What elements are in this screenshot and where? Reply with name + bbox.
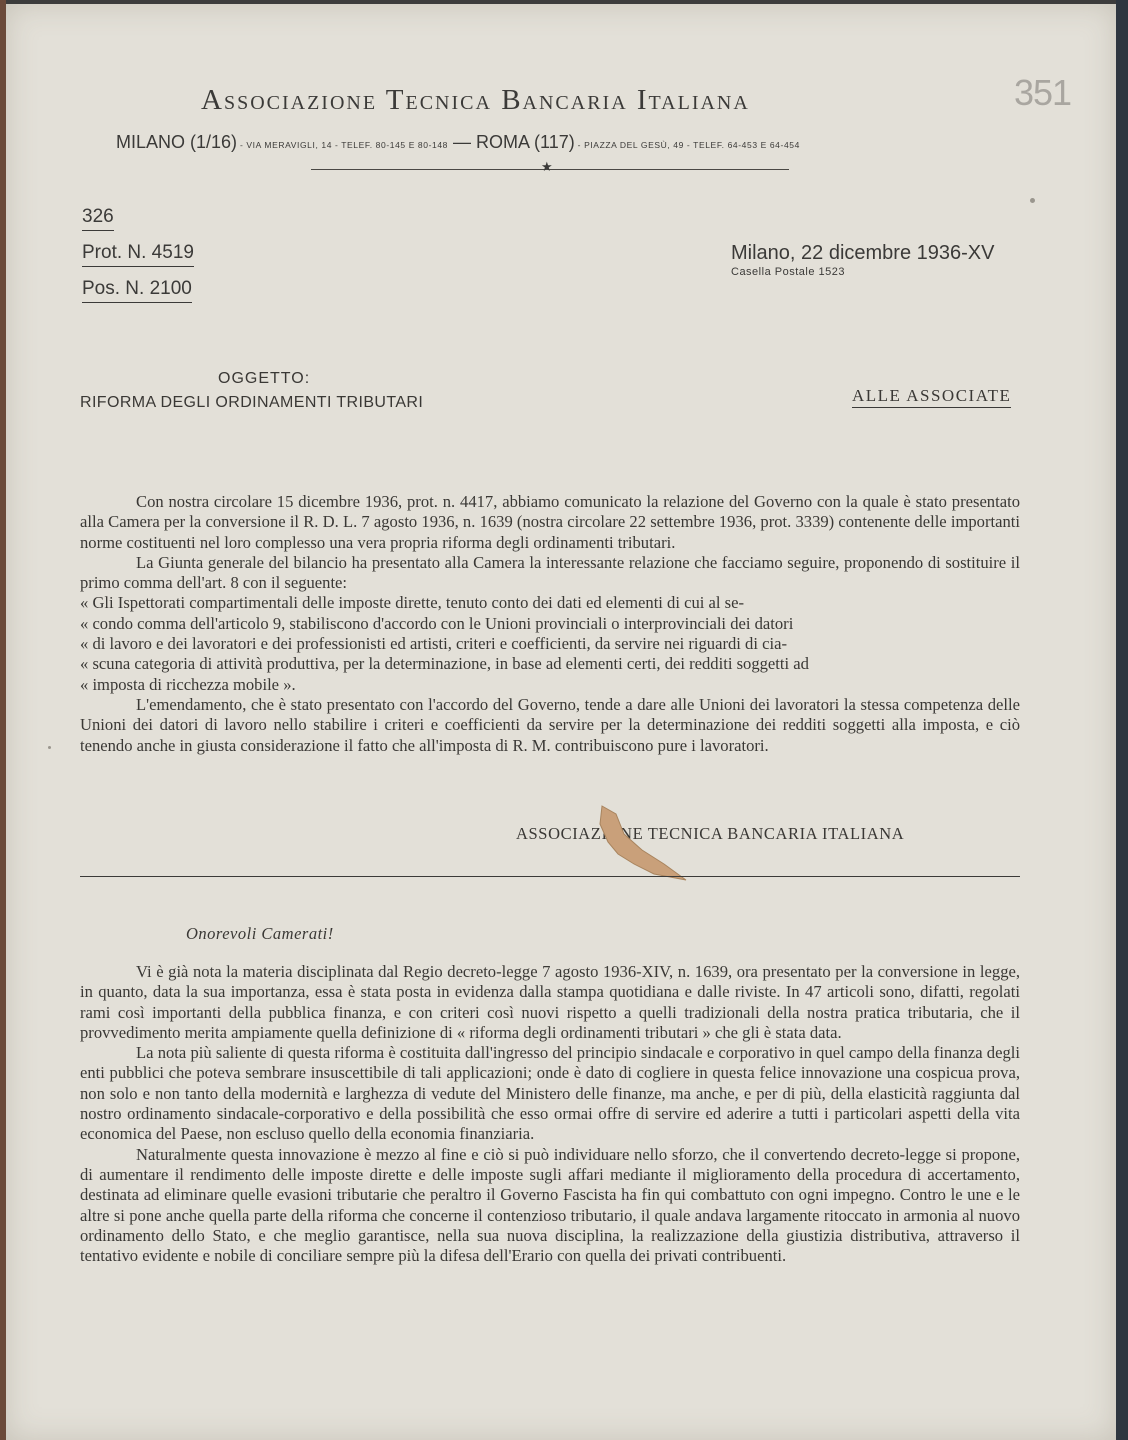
archive-page-number: 351 [1014,72,1072,113]
subject-text: RIFORMA DEGLI ORDINAMENTI TRIBUTARI [80,394,424,411]
report-paragraph: La nota più saliente di questa riforma è costituita dall'ingresso del principio sindacale e corporativo in quel campo della finanza degli enti pubblici che poteva sembrare insuscettibile di tali applicazioni; onde è dato di cogliere in questa felice innovazione una cospicua prova, non solo e non tanto della modernità e larghezza di vedute del Ministero delle finanze, ma anche, e per di più, della elasticità raggiunta dal nostro ordinamento sindacale-corporativo e della possibilità che esso ormai offre di servire ed aderire a tutti i particolari aspetti della vita economica del Paese, non escluso quello della economia finanziaria. [80,1043,1020,1144]
signature: ASSOCIAZIONE TECNICA BANCARIA ITALIANA [516,824,905,843]
subject-label: OGGETTO: [218,370,311,387]
address-separator: — [448,132,477,152]
report-paragraph: Vi è già nota la materia disciplinata dal Regio decreto-legge 7 agosto 1936-XIV, n. 1639, ora presentato per la conversione in legge, in quanto, data la sua importanza, essa è stata posta in evidenza dalla stampa quotidiana e dalle riviste. In 47 articoli sono, difatti, regolati rami così importanti della pubblica finanza, e con criteri così nuovi rispetto a quelli tradizionali della nostra pratica tributaria, che il provvedimento merita ampiamente quella definizione di « riforma degli ordinamenti tributari » che gli è stata data. [80,962,1020,1042]
letter-date: Milano, 22 dicembre 1936-XV [731,242,995,264]
circular-paragraph: L'emendamento, che è stato presentato con l'accordo del Governo, tende a dare alle Unioni dei lavoratori la stessa competenza delle Unioni dei datori di lavoro nello stabilire i criteri e coefficienti da servire per la determinazione dei redditi soggetti alla imposta, e ciò tenendo anche in giusta considerazione il fatto che all'imposta di R. M. contribuiscono pure i lavoratori. [80,694,1020,755]
report-paragraph: Naturalmente questa innovazione è mezzo al fine e ciò si può individuare nello sforzo, che il convertendo decreto-legge si propone, di aumentare il rendimento delle imposte dirette e delle imposte sugli affari mediante il miglioramento della procedura di accertamento, destinata ad eliminare quelle evasioni tributarie che peraltro il Governo Fascista ha fin qui combattuto con ogni impegno. Contro le une e le altre si pone anche quella parte della riforma che concerne il contenzioso tributario, il quale andava largamente ritoccato in armonia al nuovo ordinamento dello Stato, e che meglio garantisce, nella sua nuova disciplina, la realizzazione della giustizia distributiva, attraverso il tentativo evidente e nobile di conciliare sempre più la difesa dell'Erario con quella dei privati contribuenti. [80,1144,1020,1266]
report-body [80,962,1020,1266]
quote-line: « Gli Ispettorati compartimentali delle imposte dirette, tenuto conto dei dati ed elementi di cui al se- [80,593,745,613]
prot-number-text: Prot. N. 4519 [82,242,194,267]
report-salutation: Onorevoli Camerati! [186,924,334,943]
quote-line: « di lavoro e dei lavoratori e dei professionisti ed artisti, criteri e coefficienti, da servire nei riguardi di cia- [80,634,787,654]
paper-spot [48,746,51,749]
star-icon: ★ [541,159,553,174]
document-page [6,4,1116,1440]
reference-number [82,206,114,231]
circular-paragraph: La Giunta generale del bilancio ha presentato alla Camera la interessante relazione che facciamo seguire, proponendo di sostituire il primo comma dell'art. 8 con il seguente: [80,552,1020,593]
postal-box: Casella Postale 1523 [731,266,845,278]
pos-number-text: Pos. N. 2100 [82,278,192,303]
quote-line: « condo comma dell'articolo 9, stabiliscono d'accordo con le Unioni provinciali o interprovinciali dei datori [80,613,794,633]
quote-line: « scuna categoria di attività produttiva, per la determinazione, in base ad elementi certi, dei redditi soggetti ad [80,654,809,674]
prot-number [82,242,194,267]
quote-line: « imposta di ricchezza mobile ». [80,674,296,694]
section-divider [80,876,1020,877]
letterhead-divider [311,159,789,176]
milano-city: MILANO (1/16) [116,132,238,152]
roma-city: ROMA (117) [476,132,575,152]
circular-paragraph: Con nostra circolare 15 dicembre 1936, prot. n. 4417, abbiamo comunicato la relazione del Governo con la quale è stato presentato alla Camera per la conversione il R. D. L. 7 agosto 1936, n. 1639 (nostra circolare 22 settembre 1936, prot. 3339) contenente delle importanti norme costituenti nel loro complesso una vera propria riforma degli ordinamenti tributari. [80,492,1020,552]
milano-details: - VIA MERAVIGLI, 14 - TELEF. 80-145 E 80-148 [237,140,448,150]
circular-body [80,492,1020,756]
reference-number-text: 326 [82,206,114,231]
paper-tear [594,804,689,884]
letterhead-title: Associazione Tecnica Bancaria Italiana [201,84,750,116]
letterhead-address [116,132,1016,153]
recipient-heading: ALLE ASSOCIATE [852,386,1011,408]
binding-edge-right [1116,0,1128,1440]
pos-number [82,278,192,303]
paper-spot [1030,198,1035,203]
roma-details: - PIAZZA DEL GESÙ, 49 - TELEF. 64-453 E 64-454 [574,140,800,150]
